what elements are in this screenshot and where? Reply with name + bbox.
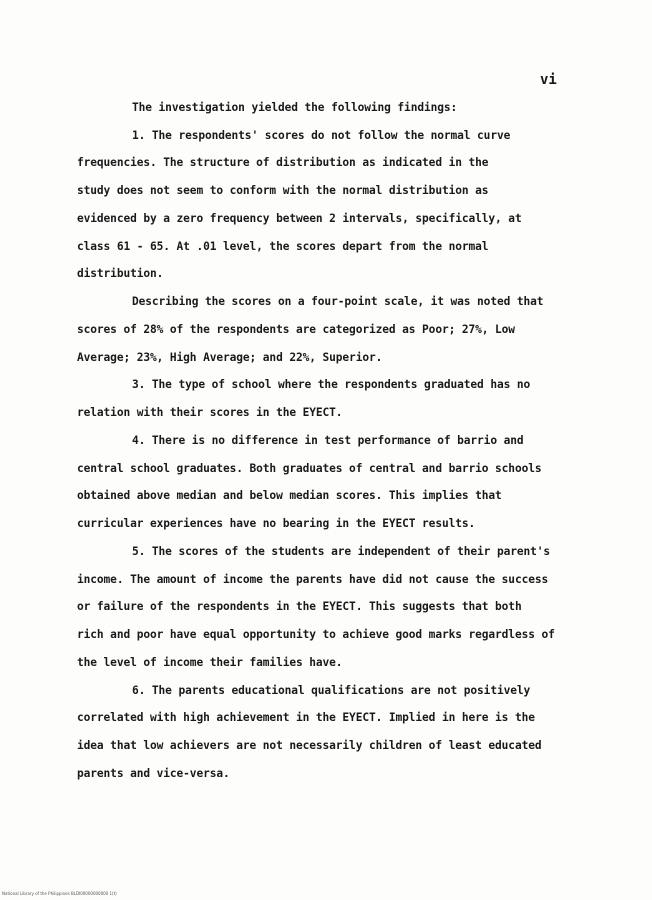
finding-5-line-3: or failure of the respondents in the EYECT. This suggests that both [77,600,522,613]
finding-5-line-2: income. The amount of income the parents have did not cause the success [77,573,549,586]
finding-2-line-2: scores of 28% of the respondents are categorized as Poor; 27%, Low [77,323,515,336]
finding-1-line-2: frequencies. The structure of distribution as indicated in the [77,156,489,169]
finding-4-line-2: central school graduates. Both graduates of central and barrio schools [77,462,542,475]
finding-1-line-6: distribution. [77,267,164,280]
finding-1-line-3: study does not seem to conform with the normal distribution as [77,184,489,197]
finding-4-line-4: curricular experiences have no bearing in the EYECT results. [77,517,476,530]
page-number: vi [540,72,557,88]
finding-1-line-1: 1. The respondents' scores do not follow the normal curve [132,129,511,142]
finding-1-line-5: class 61 - 65. At .01 level, the scores depart from the normal [77,240,489,253]
finding-5-line-4: rich and poor have equal opportunity to achieve good marks regardless of [77,628,555,641]
finding-5-line-5: the level of income their families have. [77,656,343,669]
finding-6-line-4: parents and vice-versa. [77,767,230,780]
finding-6-line-3: idea that low achievers are not necessarily children of least educated [77,739,542,752]
scan-footer: National Library of the Philippines BLDI00000000000 1(t) [2,891,117,896]
findings-intro: The investigation yielded the following findings: [132,101,458,114]
finding-5-line-1: 5. The scores of the students are independent of their parent's [132,545,551,558]
finding-6-line-2: correlated with high achievement in the EYECT. Implied in here is the [77,711,535,724]
finding-4-line-3: obtained above median and below median scores. This implies that [77,489,502,502]
finding-3-line-1: 3. The type of school where the respondents graduated has no [132,378,531,391]
finding-2-line-1: Describing the scores on a four-point scale, it was noted that [132,295,544,308]
finding-2-line-3: Average; 23%, High Average; and 22%, Superior. [77,351,383,364]
finding-1-line-4: evidenced by a zero frequency between 2 intervals, specifically, at [77,212,522,225]
finding-6-line-1: 6. The parents educational qualifications are not positively [132,684,531,697]
finding-3-line-2: relation with their scores in the EYECT. [77,406,343,419]
finding-4-line-1: 4. There is no difference in test performance of barrio and [132,434,524,447]
